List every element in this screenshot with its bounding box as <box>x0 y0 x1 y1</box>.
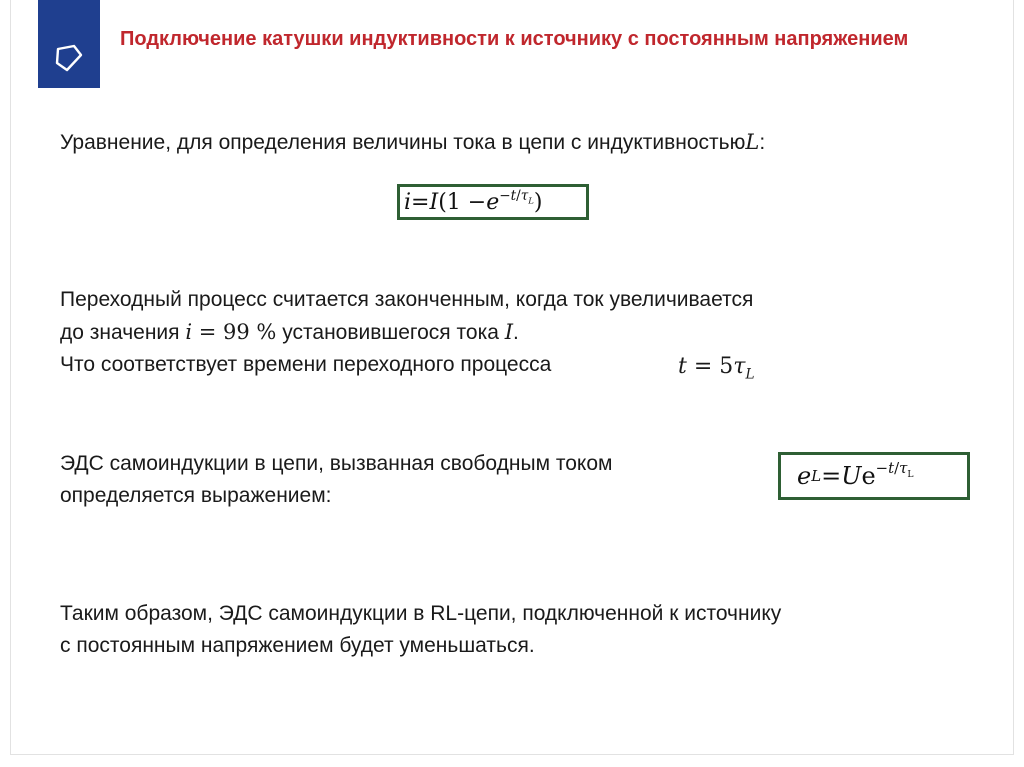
eq1-I: I <box>429 189 439 215</box>
p2-line3: Что соответствует времени переходного процесса <box>60 353 552 376</box>
eq3-exp-t: t <box>888 458 895 477</box>
p2-line2 <box>60 316 753 349</box>
paragraph-conclusion <box>60 598 781 662</box>
eq3-eq: = <box>821 462 842 490</box>
eq1-exp-t: t <box>510 187 517 204</box>
eq2-eq: = 5 <box>686 354 734 379</box>
tag-icon <box>54 43 84 73</box>
p2-line1: Переходный процесс считается законченным, когда ток увеличивается <box>60 288 754 311</box>
eq1-exp-sub: L <box>528 195 534 206</box>
eq1-e: e <box>486 189 500 215</box>
eq2-t: t <box>678 354 687 379</box>
p2-var-i: i <box>185 320 193 344</box>
p2-eq-99: = 99 % <box>192 320 277 344</box>
eq3-e: e <box>797 462 812 490</box>
equation-emf: e L = U e $^{-t/\tau_L}$ <box>778 452 970 500</box>
p3-line2: определяется выражением: <box>60 484 332 507</box>
logo-box <box>38 0 100 88</box>
p4-line1: Таким образом, ЭДС самоиндукции в RL-цепи, подключенной к источнику <box>60 602 782 625</box>
eq3-exp-slash: / <box>894 458 900 477</box>
equation-current <box>397 184 589 220</box>
p4-line2: с постоянным напряжением будет уменьшаться. <box>60 634 535 657</box>
p2-var-I: I <box>504 320 514 344</box>
eq2-tau: τ <box>733 354 746 379</box>
eq3-U: U <box>841 462 862 490</box>
p1-var-L: L <box>745 130 760 154</box>
p1-tail: : <box>759 131 766 154</box>
eq1-exp-slash: / <box>516 187 521 204</box>
p3-line1: ЭДС самоиндукции в цепи, вызванная свободным током <box>60 452 613 475</box>
eq2-sub: L <box>745 366 755 383</box>
paragraph-emf <box>60 448 612 512</box>
p2-dot: . <box>513 321 519 344</box>
p1-text: Уравнение, для определения величины тока в цепи с индуктивностью <box>60 131 746 154</box>
slide-title: Подключение катушки индуктивности к источнику с постоянным напряжением <box>120 28 909 50</box>
p2-line2-b: установившегося тока <box>282 321 499 344</box>
eq1-lhs: i <box>404 189 412 215</box>
eq1-eq: = <box>411 189 430 215</box>
eq1-exp-tau: τ <box>520 187 529 204</box>
eq3-exp-sub: L <box>907 468 914 480</box>
paragraph-equation-intro <box>60 126 765 159</box>
equation-transient-time <box>678 354 755 383</box>
eq3-exp-base: e <box>861 462 876 490</box>
eq3-exp-prefix: − <box>875 458 889 477</box>
eq3-exp-tau: τ <box>899 458 908 477</box>
eq1-exp-prefix: − <box>499 187 511 204</box>
paragraph-transient <box>60 284 753 381</box>
p2-line2-a: до значения <box>60 321 180 344</box>
eq1-close: ) <box>533 189 543 215</box>
eq1-open: (1 − <box>438 189 487 215</box>
